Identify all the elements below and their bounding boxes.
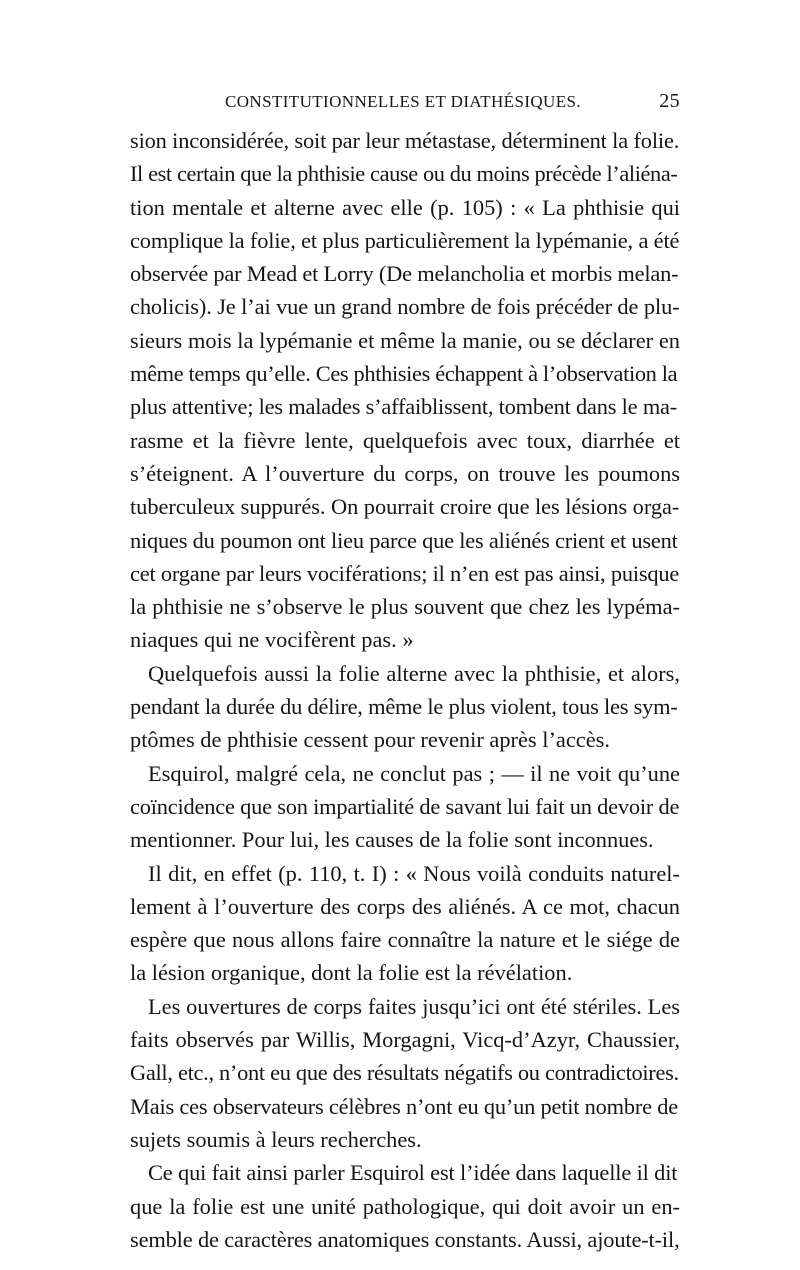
text-line: sujets soumis à leurs recherches. [130, 1126, 422, 1152]
text-line: sion inconsidérée, soit par leur métastase, déterminent la folie. [130, 128, 680, 153]
text-line: Il dit, en effet (p. 110, t. I) : « Nous voilà conduits naturel- [148, 860, 680, 886]
text-line: cholicis). Je l’ai vue un grand nombre de fois précéder de plu- [130, 294, 680, 320]
text-line: Ce qui fait ainsi parler Esquirol est l’idée dans laquelle il dit [148, 1160, 678, 1186]
text-line: niques du poumon ont lieu parce que les aliénés crient et usent [130, 527, 678, 553]
text-line: rasme et la fièvre lente, quelquefois avec toux, diarrhée et [130, 427, 680, 453]
text-line: plus attentive; les malades s’affaiblissent, tombent dans le ma- [130, 394, 678, 420]
body-text [130, 124, 680, 1256]
text-line: niaques qui ne vocifèrent pas. » [130, 627, 414, 653]
text-line: coïncidence que son impartialité de savant lui fait un devoir de [130, 793, 680, 819]
text-line: faits observés par Willis, Morgagni, Vicq-d’Azyr, Chaussier, [130, 1027, 680, 1053]
text-line: Il est certain que la phthisie cause ou du moins précède l’aliéna- [130, 161, 678, 187]
text-line: sieurs mois la lypémanie et même la manie, ou se déclarer en [130, 327, 680, 353]
text-line: espère que nous allons faire connaître la nature et le siége de [130, 927, 680, 953]
text-line: tion mentale et alterne avec elle (p. 105) : « La phthisie qui [130, 194, 680, 220]
text-line: ptômes de phthisie cessent pour revenir après l’accès. [130, 727, 610, 753]
text-line: Les ouvertures de corps faites jusqu’ici ont été stériles. Les [148, 993, 680, 1019]
text-line: la phthisie ne s’observe le plus souvent que chez les lypéma- [130, 594, 680, 620]
text-line: mentionner. Pour lui, les causes de la folie sont inconnues. [130, 827, 654, 853]
text-line: Quelquefois aussi la folie alterne avec la phthisie, et alors, [148, 660, 680, 686]
text-line: Esquirol, malgré cela, ne conclut pas ; — il ne voit qu’une [148, 760, 680, 786]
page-number: 25 [659, 90, 680, 112]
text-line: tuberculeux suppurés. On pourrait croire que les lésions orga- [130, 494, 680, 520]
text-line: même temps qu’elle. Ces phthisies échappent à l’observation la [130, 361, 678, 387]
text-line: Mais ces observateurs célèbres n’ont eu qu’un petit nombre de [130, 1093, 679, 1119]
text-line: s’éteignent. A l’ouverture du corps, on trouve les poumons [130, 460, 680, 486]
text-line: que la folie est une unité pathologique, qui doit avoir un en- [130, 1193, 680, 1219]
text-line: observée par Mead et Lorry (De melancholia et morbis melan- [130, 261, 679, 287]
text-line: Gall, etc., n’ont eu que des résultats négatifs ou contradictoires. [130, 1060, 679, 1086]
text-line: cet organe par leurs vociférations; il n’en est pas ainsi, puisque [130, 560, 680, 586]
text-line: pendant la durée du délire, même le plus violent, tous les sym- [130, 694, 678, 720]
text-line: lement à l’ouverture des corps des aliénés. A ce mot, chacun [130, 893, 680, 919]
running-title: CONSTITUTIONNELLES ET DIATHÉSIQUES. [225, 92, 582, 111]
text-line: la lésion organique, dont la folie est la révélation. [130, 960, 573, 986]
running-head [130, 92, 680, 116]
text-line: semble de caractères anatomiques constants. Aussi, ajoute-t-il, [130, 1226, 680, 1252]
text-line: complique la folie, et plus particulièrement la lypémanie, a été [130, 227, 680, 253]
